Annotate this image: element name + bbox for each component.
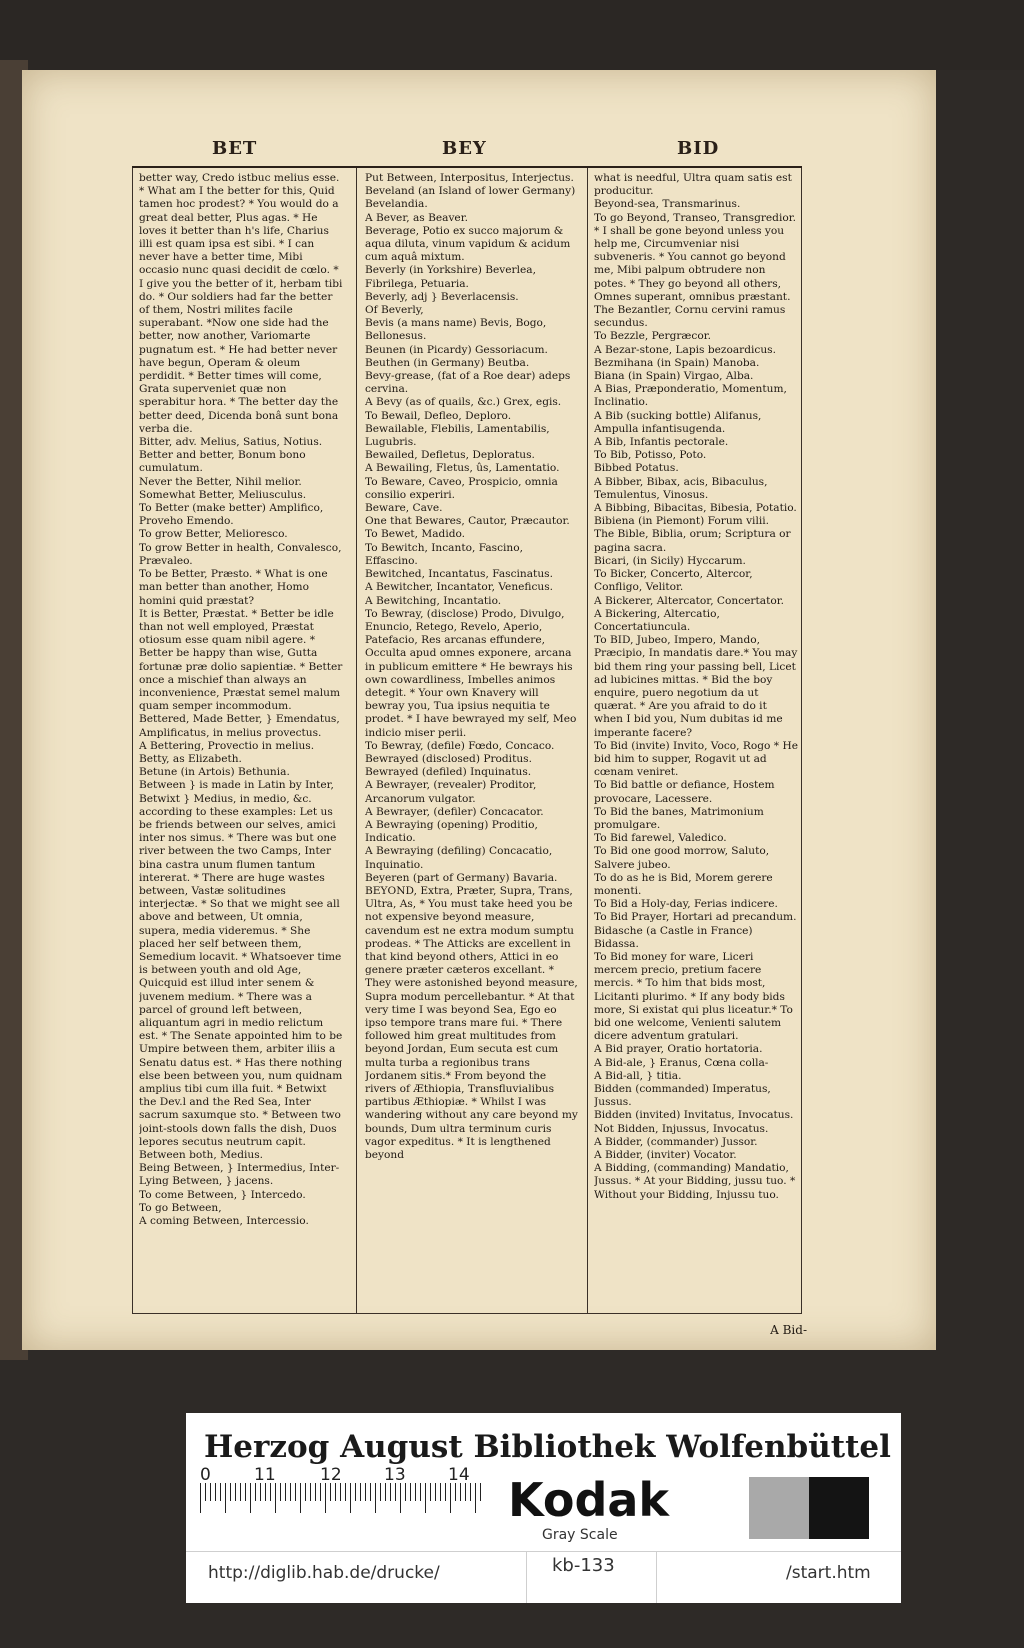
- dictionary-entry: A Bib (sucking bottle) Alifanus, Ampulla infantisugenda.: [594, 409, 762, 435]
- ruler-tick: [390, 1483, 391, 1501]
- dictionary-entry: A Bidding, (commanding) Mandatio, Jussus. * At your Bidding, jussu tuo. * Without your Bidding, Injussu tuo.: [594, 1162, 796, 1201]
- ruler-tick: [375, 1483, 376, 1513]
- dictionary-entry: Bewrayed (disclosed) Proditus.: [365, 752, 532, 765]
- library-label-card: [186, 1413, 901, 1603]
- ruler-tick: [325, 1483, 326, 1513]
- dictionary-entry: Beunen (in Picardy) Gessoriacum.: [365, 343, 548, 356]
- ruler-tick: [280, 1483, 281, 1501]
- dictionary-entry: To Bib, Potisso, Poto.: [594, 449, 707, 462]
- ruler-tick: [255, 1483, 256, 1501]
- dictionary-entry: To Bewray, (defile) Fœdo, Concaco.: [365, 739, 555, 752]
- dictionary-entry: A Bezar-stone, Lapis bezoardicus.: [594, 343, 776, 356]
- dictionary-entry: A Bever, as Beaver.: [365, 211, 468, 224]
- dictionary-entry: To go Between,: [139, 1201, 222, 1214]
- dictionary-entry: A Bickerer, Altercator, Concertator.: [594, 594, 784, 607]
- dictionary-entry: To grow Better in health, Convalesco, Prævaleo.: [139, 541, 342, 567]
- dictionary-entry: To Bid farewel, Valedico.: [594, 832, 727, 845]
- dictionary-entry: A Bibbing, Bibacitas, Bibesia, Potatio.: [594, 502, 797, 515]
- dictionary-entry: Bewailable, Flebilis, Lamentabilis, Lugubris.: [365, 422, 550, 449]
- ruler-tick: [450, 1483, 451, 1513]
- dictionary-entry: To Bezzle, Pergræcor.: [594, 330, 711, 343]
- catchword: A Bid-: [770, 1323, 807, 1337]
- dictionary-entry: Bewitched, Incantatus, Fascinatus.: [365, 568, 553, 581]
- dictionary-entry: Beyond-sea, Transmarinus.: [594, 198, 741, 211]
- dictionary-entry: A Bewraying (defiling) Concacatio, Inquinatio.: [365, 845, 553, 871]
- ruler-tick: [365, 1483, 366, 1501]
- dictionary-entry: A Bid-ale, } Eranus, Cœna colla-: [594, 1056, 769, 1069]
- kodak-logo: Kodak: [508, 1473, 669, 1527]
- ruler-tick: [445, 1483, 446, 1501]
- dictionary-entry: better way, Credo istbuc melius esse.: [139, 172, 340, 184]
- dictionary-entry: To Bewet, Madido.: [365, 528, 466, 541]
- dictionary-entry: Never the Better, Nihil melior.: [139, 475, 302, 488]
- ruler-tick: [275, 1483, 276, 1513]
- ruler-tick: [210, 1483, 211, 1501]
- dictionary-entry: Being Between, } Intermedius, Inter-Lying Between, } jacens.: [139, 1162, 340, 1188]
- ruler-number: 11: [254, 1465, 276, 1485]
- ruler-tick: [265, 1483, 266, 1501]
- ruler-tick: [400, 1483, 401, 1513]
- dictionary-entry: Bidden (commanded) Imperatus, Jussus.: [594, 1083, 771, 1109]
- ruler-tick: [205, 1483, 206, 1501]
- source-url: http://diglib.hab.de/drucke/: [208, 1563, 440, 1583]
- shelfmark: kb-133: [552, 1555, 615, 1576]
- dictionary-entry: Beverly, adj } Beverlacensis.: [365, 290, 519, 303]
- gray-swatch-light: [749, 1477, 809, 1539]
- ruler-tick: [285, 1483, 286, 1501]
- dictionary-entry: Between both, Medius.: [139, 1149, 263, 1162]
- ruler-tick: [430, 1483, 431, 1501]
- dictionary-entry: Bevy-grease, (fat of a Roe dear) adeps cervina.: [365, 370, 571, 396]
- ruler-tick: [415, 1483, 416, 1501]
- dictionary-entry: A Bidder, (commander) Jussor.: [594, 1135, 758, 1148]
- gray-scale-label: Gray Scale: [542, 1527, 618, 1543]
- dictionary-entry: Somewhat Better, Meliusculus.: [139, 488, 307, 501]
- dictionary-entry: Bitter, adv. Melius, Satius, Notius.: [139, 436, 323, 449]
- ruler-tick: [425, 1483, 426, 1513]
- dictionary-entry: Put Between, Interpositus, Interjectus.: [365, 172, 574, 184]
- ruler-tick: [395, 1483, 396, 1501]
- dictionary-entry: Between } is made in Latin by Inter, Betwixt } Medius, in medio, &c. according to these examples: Let us be friends between our selves, amici inter nos simus. * There was but one river between the two Camps, Inter bina castra unum flumen tantum intererat. * There are huge wastes between, Vastæ solitudines interjectæ. * So that we might see all above and between, Ut omnia, supera, media videremus. * She placed her self between them, Semedium locavit. * Whatsoever time is between youth and old Age, Quicquid est illud inter senem & juvenem medium. * There was a parcel of ground left between, aliquantum agri in medio relictum est. * The Senate appointed him to be Umpire between them, arbiter iliis a Senatu datus est. * Has there nothing else been between you, num quidnam amplius tibi cum illa fuit. * Betwixt the Dev.l and the Red Sea, Inter sacrum saxumque sto. * Between two joint-stools down falls the dish, Duos lepores secutus neutrum capit.: [139, 779, 343, 1148]
- running-headers: [132, 138, 802, 168]
- dictionary-entry: To Bewitch, Incanto, Fascino, Effascino.: [365, 541, 523, 567]
- dictionary-entry: A Bias, Præponderatio, Momentum, Inclinatio.: [594, 383, 787, 409]
- ruler-tick: [290, 1483, 291, 1501]
- ruler-tick: [465, 1483, 466, 1501]
- dictionary-entry: Not Bidden, Injussus, Invocatus.: [594, 1122, 769, 1135]
- library-name: Herzog August Bibliothek Wolfenbüttel: [204, 1429, 891, 1465]
- dictionary-entry: A Bewitching, Incantatio.: [365, 594, 502, 607]
- card-divider: [656, 1551, 657, 1603]
- dictionary-entry: Beverly (in Yorkshire) Beverlea, Fibrilega, Petuaria.: [365, 264, 536, 290]
- dictionary-entry: A Bibber, Bibax, acis, Bibaculus, Temulentus, Vinosus.: [594, 475, 768, 501]
- dictionary-entry: Beware, Cave.: [365, 502, 443, 515]
- ruler-tick: [215, 1483, 216, 1501]
- ruler-tick: [235, 1483, 236, 1501]
- dictionary-entry: * What am I the better for this, Quid tamen hoc prodest? * You would do a great deal better, Plus agas. * He loves it better than h's life, Charius illi est quam ipsa est sibi. * I can never have a better time, Mibi occasio nunc quasi decidit de cœlo. * I give you the better of it, herbam tibi do. * Our soldiers had far the better of them, Nostri milites facile superabant. *Now one side had the better, now another, Variomarte pugnatum est. * He had better never have begun, Operam & oleum perdidit. * Better times will come, Grata superveniet quæ non sperabitur hora. * The better day the better deed, Dicenda bonâ sunt bona verba die.: [139, 185, 343, 435]
- dictionary-entry: To Bid the banes, Matrimonium promulgare.: [594, 805, 764, 831]
- dictionary-entry: A Bewitcher, Incantator, Veneficus.: [365, 581, 554, 594]
- dictionary-entry: The Bezantler, Cornu cervini ramus secundus.: [594, 304, 786, 330]
- dictionary-entry: To grow Better, Melioresco.: [139, 528, 288, 541]
- dictionary-entry: To be Better, Præsto. * What is one man better than another, Homo homini quid præstat?: [139, 568, 328, 607]
- ruler-tick: [480, 1483, 481, 1501]
- ruler-tick: [460, 1483, 461, 1501]
- ruler-tick: [250, 1483, 251, 1513]
- ruler-tick: [200, 1483, 201, 1513]
- dictionary-entry: Better and better, Bonum bono cumulatum.: [139, 449, 306, 475]
- dictionary-entry: To Bewail, Defleo, Deploro.: [365, 409, 512, 422]
- ruler-tick: [435, 1483, 436, 1501]
- ruler-tick: [440, 1483, 441, 1501]
- card-divider: [186, 1551, 901, 1552]
- dictionary-entry: A Bickering, Altercatio, Concertatiuncula.: [594, 607, 720, 633]
- card-divider: [526, 1551, 527, 1603]
- dictionary-entry: Bidasche (a Castle in France) Bidassa.: [594, 924, 753, 950]
- dictionary-entry: To Bid one good morrow, Saluto, Salvere jubeo.: [594, 845, 770, 871]
- dictionary-entry: Bidden (invited) Invitatus, Invocatus.: [594, 1109, 794, 1122]
- dictionary-entry: A Bid prayer, Oratio hortatoria.: [594, 1043, 763, 1056]
- ruler-tick: [225, 1483, 226, 1513]
- dictionary-entry: Beverage, Potio ex succo majorum & aqua diluta, vinum vapidum & acidum cum aquâ mixtum.: [365, 224, 571, 264]
- dictionary-entry: Beyeren (part of Germany) Bavaria.: [365, 871, 558, 884]
- ruler-tick: [260, 1483, 261, 1501]
- dictionary-entry: A Bib, Infantis pectorale.: [594, 436, 729, 449]
- ruler-tick: [335, 1483, 336, 1501]
- ruler-tick: [220, 1483, 221, 1501]
- ruler-tick: [300, 1483, 301, 1513]
- ruler-tick: [230, 1483, 231, 1501]
- dictionary-entry: A Bevy (as of quails, &c.) Grex, egis.: [365, 396, 562, 409]
- header-center: BEY: [442, 138, 487, 159]
- ruler-tick: [405, 1483, 406, 1501]
- ruler-tick: [420, 1483, 421, 1501]
- dictionary-entry: The Bible, Biblia, orum; Scriptura or pagina sacra.: [594, 528, 791, 554]
- dictionary-entry: A Bewraying (opening) Proditio, Indicatio.: [365, 818, 538, 845]
- ruler-tick: [370, 1483, 371, 1501]
- dictionary-entry: To Bewray, (disclose) Prodo, Divulgo, Enuncio, Retego, Revelo, Aperio, Patefacio, Res arcanas effundere, Occulta apud omnes exponere, arcana in publicum emittere * He bewrays his own cowardliness, Imbelles animos detegit. * Your own Knavery will bewray you, Tua ipsius nequitia te prodet. * I have bewrayed my self, Meo indicio miser perii.: [365, 607, 577, 739]
- dictionary-entry: Betune (in Artois) Bethunia.: [139, 766, 290, 779]
- dictionary-entry: Bevis (a mans name) Bevis, Bogo, Bellonesus.: [365, 317, 547, 343]
- ruler-tick: [455, 1483, 456, 1501]
- dictionary-entry: A Bewrayer, (revealer) Proditor, Arcanorum vulgator.: [365, 779, 537, 805]
- dictionary-entry: Bezmihana (in Spain) Manoba.: [594, 356, 760, 369]
- dictionary-entry: To Better (make better) Amplifico, Proveho Emendo.: [139, 502, 324, 528]
- header-left: BET: [212, 138, 258, 159]
- dictionary-entry: Bibiena (in Piemont) Forum vilii.: [594, 515, 769, 528]
- dictionary-entry: To BID, Jubeo, Impero, Mando, Præcipio, In mandatis dare.* You may bid them ring your passing bell, Licet ad lubicines mittas. * Bid the boy enquire, puero negotium da ut quærat. * Are you afraid to do it when I bid you, Num dubitas id me imperante facere?: [594, 634, 798, 739]
- dictionary-entry: Bewailed, Defletus, Deploratus.: [365, 449, 535, 462]
- dictionary-entry: Of Beverly,: [365, 304, 424, 317]
- ruler-tick: [410, 1483, 411, 1501]
- ruler-tick: [345, 1483, 346, 1501]
- ruler-tick: [310, 1483, 311, 1501]
- dictionary-entry: A Bettering, Provectio in melius.: [139, 739, 315, 752]
- dictionary-entry: A coming Between, Intercessio.: [139, 1215, 309, 1228]
- ruler-tick: [380, 1483, 381, 1501]
- ruler-tick: [320, 1483, 321, 1501]
- dictionary-entry: To Bicker, Concerto, Altercor, Confligo, Velitor.: [594, 568, 753, 594]
- ruler-tick: [305, 1483, 306, 1501]
- dictionary-page: [22, 70, 936, 1350]
- page-text-block: [132, 138, 807, 1337]
- ruler-tick: [295, 1483, 296, 1501]
- gray-swatch-dark: [809, 1477, 869, 1539]
- dictionary-entry: Betty, as Elizabeth.: [139, 752, 242, 765]
- ruler-number: 0: [200, 1465, 211, 1485]
- dictionary-entry: To Bid money for ware, Liceri mercem precio, pretium facere mercis. * To him that bids most, Licitanti plurimo. * If any body bids more, Si existat qui plus liceatur.* To bid one welcome, Venienti salutem dicere adventum gratulari.: [594, 950, 793, 1043]
- column-divider: [356, 168, 357, 1313]
- dictionary-entry: Bibbed Potatus.: [594, 462, 679, 475]
- dictionary-entry: It is Better, Præstat. * Better be idle than not well employed, Præstat otiosum esse quam nibil agere. * Better be happy than wise, Gutta fortunæ præ dolio sapientiæ. * Better once a mischief than always an inconvenience, Præstat semel malum quam semper incommodum.: [139, 607, 343, 713]
- ruler-tick: [385, 1483, 386, 1501]
- dictionary-entry: Bewrayed (defiled) Inquinatus.: [365, 766, 532, 779]
- ruler-tick: [245, 1483, 246, 1501]
- column-right: [594, 172, 799, 1309]
- dictionary-entry: To Beware, Caveo, Prospicio, omnia consilio experiri.: [365, 475, 558, 501]
- columns-frame: [132, 168, 807, 1337]
- column-left: [139, 172, 345, 1309]
- ruler-tick: [470, 1483, 471, 1501]
- url-suffix: /start.htm: [786, 1563, 871, 1583]
- dictionary-entry: To come Between, } Intercedo.: [139, 1188, 306, 1201]
- column-center: [365, 172, 579, 1309]
- scale-ruler: [200, 1483, 490, 1527]
- dictionary-entry: A Bewrayer, (defiler) Concacator.: [365, 805, 544, 818]
- ruler-tick: [350, 1483, 351, 1513]
- ruler-tick: [360, 1483, 361, 1501]
- dictionary-entry: To Bid Prayer, Hortari ad precandum.: [594, 911, 797, 924]
- dictionary-entry: One that Bewares, Cautor, Præcautor.: [365, 515, 570, 528]
- column-divider: [587, 168, 588, 1313]
- header-right: BID: [677, 138, 720, 159]
- ruler-tick: [355, 1483, 356, 1501]
- dictionary-entry: Biana (in Spain) Virgao, Alba.: [594, 370, 754, 383]
- dictionary-entry: A Bewailing, Fletus, ûs, Lamentatio.: [365, 462, 560, 475]
- ruler-tick: [330, 1483, 331, 1501]
- ruler-number: 14: [448, 1465, 470, 1485]
- dictionary-entry: To do as he is Bid, Morem gerere monenti.: [594, 871, 773, 897]
- dictionary-entry: BEYOND, Extra, Præter, Supra, Trans, Ultra, As, * You must take heed you be not expensive beyond measure, cavendum est ne extra modum sumptu prodeas. * The Atticks are excellent in that kind beyond others, Attici in eo genere præter cæteros excellant. * They were astonished beyond measure, Supra modum percellebantur. * At that very time I was beyond Sea, Ego eo ipso tempore trans mare fui. * There followed him great multitudes from beyond Jordan, Eum secuta est cum multa turba a regionibus trans Jordanem sitis.* From beyond the rivers of Æthiopia, Transfluvialibus partibus Æthiopiæ. * Whilst I was wandering without any care beyond my bounds, Dum ultra terminum curis vagor expeditus. * It is lengthened beyond: [365, 884, 578, 1162]
- dictionary-entry: Beuthen (in Germany) Beutba.: [365, 356, 530, 369]
- ruler-tick: [475, 1483, 476, 1513]
- dictionary-entry: Bicari, (in Sicily) Hyccarum.: [594, 554, 746, 567]
- dictionary-entry: Bettered, Made Better, } Emendatus, Amplificatus, in melius provectus.: [139, 713, 340, 739]
- dictionary-entry: To Bid a Holy-day, Ferias indicere.: [594, 898, 778, 911]
- ruler-tick: [240, 1483, 241, 1501]
- dictionary-entry: To Bid battle or defiance, Hostem provocare, Lacessere.: [594, 779, 775, 805]
- dictionary-entry: Beveland (an Island of lower Germany) Bevelandia.: [365, 185, 576, 211]
- ruler-tick: [315, 1483, 316, 1501]
- ruler-number: 12: [320, 1465, 342, 1485]
- dictionary-entry: To Bid (invite) Invito, Voco, Rogo * He bid him to supper, Rogavit ut ad cœnam veniret.: [594, 739, 798, 779]
- ruler-tick: [270, 1483, 271, 1501]
- dictionary-entry: A Bid-all, } titia.: [594, 1069, 682, 1082]
- dictionary-entry: A Bidder, (inviter) Vocator.: [594, 1149, 737, 1162]
- dictionary-entry: what is needful, Ultra quam satis est producitur.: [594, 172, 792, 198]
- dictionary-entry: To go Beyond, Transeo, Transgredior. * I shall be gone beyond unless you help me, Circumveniar nisi subveneris. * You cannot go beyond me, Mibi palpum obtrudere non potes. * They go beyond all others, Omnes superant, omnibus præstant.: [594, 211, 796, 303]
- ruler-number: 13: [384, 1465, 406, 1485]
- ruler-tick: [340, 1483, 341, 1501]
- scan-background: [0, 0, 1024, 70]
